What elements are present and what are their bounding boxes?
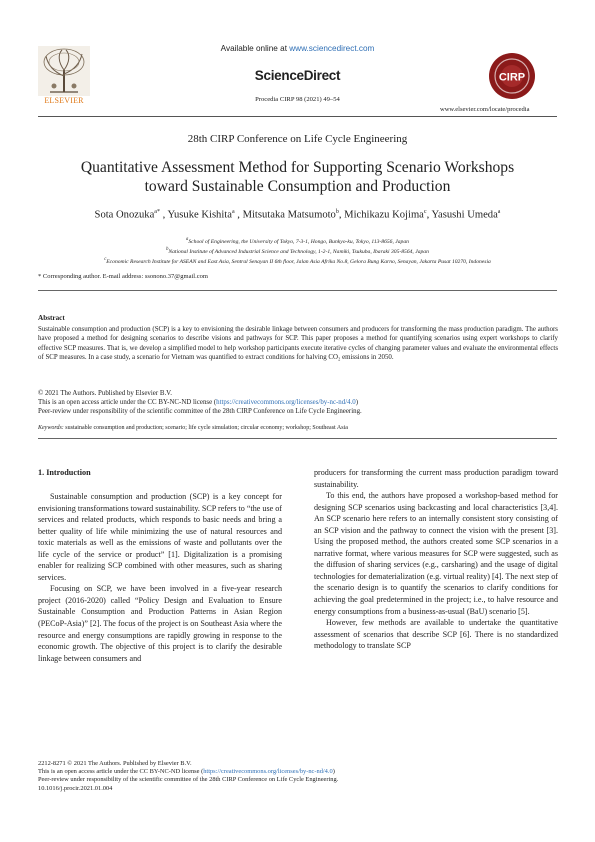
- author-name: , Yusuke Kishita: [159, 209, 232, 221]
- title-line-2: toward Sustainable Consumption and Production: [144, 178, 451, 195]
- license-line: This is an open access article under the CC BY-NC-ND license (https://creativecommons.org/licenses/by-nc-nd/4.0): [38, 399, 359, 407]
- paragraph: Sustainable consumption and production (SCP) is a key concept for envisioning transformations toward sustainability. SCP refers to “the use of services and related products, which responds to basic needs and bring a better quality of life while minimizing the use of natural resources and toxic materials as well as the emissions of waste and pollutants over the life cycle of the service or product” [1]. Digitalization is a promising enabler for realizing SCP combined with other measures, such as sharing services.: [38, 492, 282, 582]
- conference-name: 28th CIRP Conference on Life Cycle Engineering: [187, 133, 408, 145]
- author-sup: a: [497, 209, 501, 215]
- header-divider: [38, 116, 557, 117]
- paragraph: To this end, the authors have proposed a workshop-based method for designing SCP scenarios using backcasting and local characteristics [3,4]. An SCP scenario here refers to an internally consistent story consisting of an SCP vision and the pathway to connect the vision with the present [3]. Using the proposed method, the authors created some SCP scenarios in a narrative format, where various measures for SCP were suggested, such as the diffusion of sharing services (e.g., carsharing) and the usage of digital technologies for dematerialization (e.g. virtual reality) [4]. The next step of the scenario design is to quantify the scenarios to clarify conditions for achieving the goal predetermined in the project; i.e., to halve resource and energy consumptions from a business-as-usual (BaU) scenario [5].: [314, 491, 558, 616]
- copyright-line: © 2021 The Authors. Published by Elsevier B.V.: [38, 390, 172, 397]
- author-sup: a: [231, 209, 235, 215]
- journal-reference: Procedia CIRP 98 (2021) 49–54: [255, 96, 340, 103]
- issn-line: 2212-8271 © 2021 The Authors. Published by Elsevier B.V.: [38, 760, 192, 767]
- author-name: , Mitsutaka Matsumoto: [234, 209, 336, 221]
- affiliations: [40, 236, 555, 266]
- abstract-top-divider: [38, 290, 557, 291]
- author-name: Sota Onozuka: [94, 209, 155, 221]
- paragraph: However, few methods are available to undertake the quantitative assessment of scenarios that describe SCP [6]. There is no standardized methodology to translate SCP: [314, 618, 558, 651]
- keywords: [38, 425, 558, 431]
- author-list: [0, 209, 595, 221]
- author-name: , Yasushi Umeda: [426, 209, 498, 221]
- rights-statement: [38, 389, 558, 417]
- doi[interactable]: 10.1016/j.procir.2021.01.004: [38, 784, 113, 792]
- author-sup: b: [335, 209, 339, 215]
- keywords-label: Keywords:: [38, 425, 64, 431]
- sciencedirect-link[interactable]: www.sciencedirect.com: [289, 44, 375, 53]
- abstract-bottom-divider: [38, 438, 557, 439]
- paragraph: producers for transforming the current mass production paradigm toward sustainability.: [314, 468, 558, 489]
- corresponding-author: * Corresponding author. E-mail address: ssonono.37@gmail.com: [38, 273, 208, 280]
- sciencedirect-logo: ScienceDirect: [254, 68, 341, 83]
- abstract-heading: Abstract: [38, 314, 65, 322]
- author-sup: a*: [154, 209, 160, 215]
- footer-license-line: This is an open access article under the CC BY-NC-ND license (https://creativecommons.org/licenses/by-nc-nd/4.0): [38, 768, 335, 776]
- cirp-logo: [488, 52, 536, 100]
- license-link[interactable]: https://creativecommons.org/licenses/by-nc-nd/4.0: [216, 399, 356, 407]
- affiliation-a: $^a$School of Engineering, the University of Tokyo, 7-3-1, Hongo, Bunkyo-ku, Tokyo, 113-8656, Japan: [186, 237, 409, 245]
- elsevier-wordmark: ELSEVIER: [44, 96, 84, 105]
- paragraph: Focusing on SCP, we have been involved in a five-year research project (2016-2020) called “Policy Design and Evaluation to Ensure Sustainable Consumption and Production Patterns in Asian Region (PECoP-Asia)” [2]. The focus of the project is on Southeast Asia where the resource and energy consumptions are rapidly growing in response to the economic growth. The objective of this project is to clarify the desirable linkage between consumers and: [38, 584, 282, 663]
- affiliation-b: $^b$National Institute of Advanced Industrial Science and Technology, 1-2-1, Namiki, Tsukuba, Ibaraki 305-8564, Japan: [166, 247, 429, 255]
- abstract-text: Sustainable consumption and production (SCP) is a key to envisioning the desirable linkage between consumers and producers for transforming the mass production paradigm. The authors have proposed a method for designing scenarios to describe visions and pathways for SCP. This paper proposes a method for quantifying scenarios using expert workshops to clarify effective SCP measures. That is, we develop a simplified model to help workshop participants execute iterative cycles of changing parameter values and evaluate the environmental effects of SCP measures. In a case study, a scenario for Vietnam was quantified to extract conditions for halving CO₂ emissions in 2050.: [38, 326, 558, 362]
- footer-license-link[interactable]: https://creativecommons.org/licenses/by-nc-nd/4.0: [203, 768, 333, 776]
- elsevier-tree-logo: [38, 46, 90, 102]
- procedia-url[interactable]: www.elsevier.com/locate/procedia: [440, 106, 530, 113]
- title-line-1: Quantitative Assessment Method for Supporting Scenario Workshops: [80, 159, 515, 176]
- author-name: , Michikazu Kojima: [338, 209, 424, 221]
- footer-peer-review: Peer-review under responsibility of the scientific committee of the 28th CIRP Conference on Life Cycle Engineering.: [38, 776, 339, 784]
- author-sup: c: [423, 209, 427, 215]
- peer-review-line: Peer-review under responsibility of the scientific committee of the 28th CIRP Conference on Life Cycle Engineering.: [38, 408, 362, 416]
- affiliation-c: $^c$Economic Research Institute for ASEAN and East Asia, Sentral Senayan II 6th floor, Jalan Asia Afrika No.8, Gelora Bung Karno, Senayan, Jakarta Pusat 10270, Indonesia: [104, 257, 491, 265]
- cirp-logo-text: CIRP: [498, 71, 526, 84]
- page-footer: [38, 760, 558, 793]
- article-title: [40, 158, 555, 196]
- body-column-left: [38, 491, 282, 664]
- body-column-right: [314, 467, 558, 652]
- keywords-list: sustainable consumption and production; scenario; life cycle simulation; circular economy; workshop; Southeast Asia: [63, 425, 348, 431]
- available-online-line: Available online at www.sciencedirect.com: [220, 44, 375, 53]
- section-heading-introduction: 1. Introduction: [38, 468, 91, 477]
